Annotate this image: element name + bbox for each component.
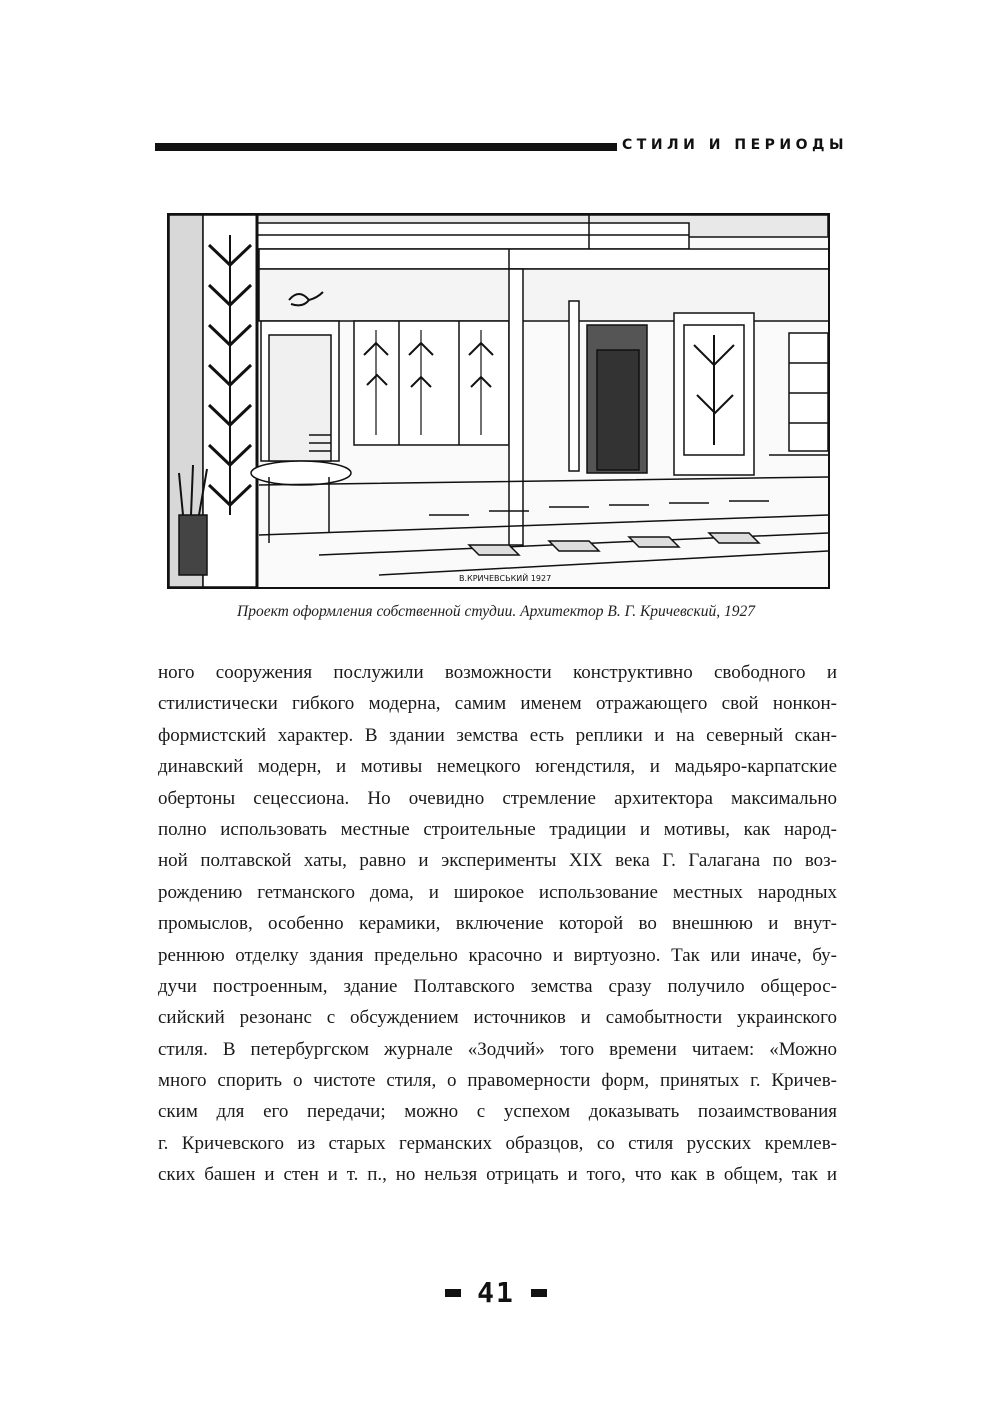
text-line: формистский характер. В здании земства есть реплики и на северный скан-: [158, 724, 837, 746]
folio-bar-left: [445, 1289, 461, 1297]
text-line: дучи построенным, здание Полтавского земства сразу получило общерос-: [158, 975, 837, 997]
interior-drawing: [169, 215, 828, 587]
header-rule: [155, 143, 617, 151]
text-line: ских башен и стен и т. п., но нельзя отрицать и того, что как в общем, так и: [158, 1164, 837, 1186]
body-text: [158, 657, 837, 1191]
page-footer: [0, 1276, 992, 1309]
text-line: полно использовать местные строительные традиции и мотивы, как народ-: [158, 818, 837, 840]
text-line: много спорить о чистоте стиля, о правомерности форм, принятых г. Кричев-: [158, 1070, 837, 1092]
text-line: стилистически гибкого модерна, самим именем отражающего свой нонкон-: [158, 693, 837, 715]
text-line: сийский резонанс с обсуждением источников и самобытности украинского: [158, 1007, 837, 1029]
figure-caption: Проект оформления собственной студии. Архитектор В. Г. Кричевский, 1927: [237, 603, 755, 620]
artist-signature: В.КРИЧЕВСЬКИЙ 1927: [459, 574, 552, 583]
text-line: обертоны сецессиона. Но очевидно стремление архитектора максимально: [158, 787, 837, 809]
text-line: рождению гетманского дома, и широкое использование местных народных: [158, 881, 837, 903]
running-header: СТИЛИ И ПЕРИОДЫ: [622, 137, 848, 153]
text-line: промыслов, особенно керамики, включение которой во внешнюю и внут-: [158, 913, 837, 935]
text-line: ским для его передачи; можно с успехом доказывать позаимствования: [158, 1101, 837, 1123]
page-number: 41: [477, 1276, 515, 1309]
interior-illustration: [167, 213, 830, 589]
text-line: ной полтавской хаты, равно и эксперименты XIX века Г. Галагана по воз-: [158, 850, 837, 872]
text-line: ного сооружения послужили возможности конструктивно свободного и: [158, 662, 837, 683]
text-line: г. Кричевского из старых германских образцов, со стиля русских кремлев-: [158, 1132, 837, 1154]
folio-bar-right: [531, 1289, 547, 1297]
text-line: реннюю отделку здания предельно красочно и виртуозно. Так или иначе, бу-: [158, 944, 837, 966]
text-line: динавский модерн, и мотивы немецкого югендстиля, и мадьяро-карпатские: [158, 756, 837, 778]
text-line: стиля. В петербургском журнале «Зодчий» того времени читаем: «Можно: [158, 1038, 837, 1060]
